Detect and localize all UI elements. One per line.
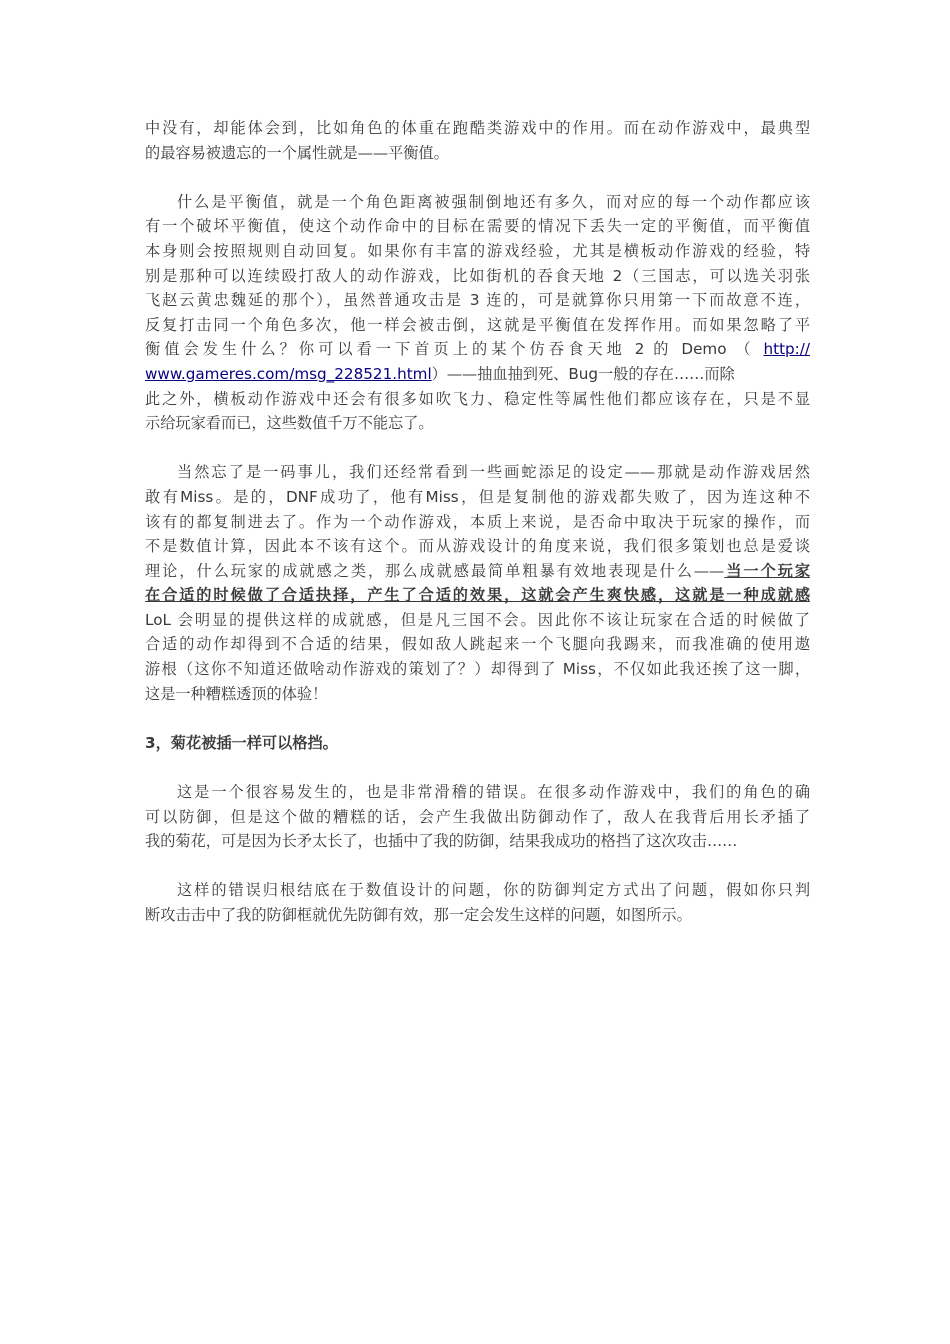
paragraph-gap	[145, 436, 810, 461]
text-line: 示给玩家看而已，这些数值千万不能忘了。	[145, 414, 434, 433]
text-run: ）——抽血抽到死、	[431, 364, 569, 383]
text-line	[145, 288, 810, 313]
text-run: 3	[469, 291, 480, 310]
text-run: DNF	[285, 487, 318, 506]
text-line	[145, 485, 810, 510]
emphasis-text: 当一个玩家	[724, 561, 810, 580]
text-run: 2	[612, 266, 623, 285]
text-line: 此之外，横板动作游戏中还会有很多如吹飞力、稳定性等属性他们都应该存在，只是不显	[145, 389, 810, 408]
text-line	[145, 337, 810, 362]
text-line: 该有的都复制进去了。作为一个动作游戏，本质上来说，是否命中取决于玩家的操作，而	[145, 512, 810, 531]
text-line	[145, 657, 810, 682]
paragraph-continuation	[145, 116, 810, 165]
text-run: 2	[634, 340, 645, 359]
text-line: 断攻击击中了我的防御框就优先防御有效，那一定会发生这样的问题，如图所示。	[145, 906, 692, 924]
text-line: 什么是平衡值，就是一个角色距离被强制倒地还有多久，而对应的每一个动作都应该	[177, 192, 810, 211]
text-run: ，不仅如此我还挨了这一脚，	[595, 660, 810, 679]
text-line: 当然忘了是一码事儿，我们还经常看到一些画蛇添足的设定——那就是动作游戏居然	[177, 463, 810, 482]
text-run: 的	[653, 340, 673, 359]
text-line: 有一个破坏平衡值，使这个动作命中的目标在需要的情况下丢失一定的平衡值，而平衡值	[145, 217, 810, 236]
section-heading	[145, 731, 810, 756]
paragraph-gap	[145, 854, 810, 879]
text-run: 一般的存在……而除	[598, 364, 735, 383]
text-run: Miss	[425, 487, 459, 506]
text-run: 理论，什么玩家的成就感之类，那么成就感最简单粗暴有效地表现是什么——	[145, 561, 725, 580]
text-run: ，但是复制他的游戏都失败了，因为连这种不	[458, 487, 810, 506]
text-line: 不是数值计算，因此本不该有这个。而从游戏设计的角度来说，我们很多策划也总是爱谈	[145, 537, 810, 556]
paragraph-gap	[145, 706, 810, 731]
text-line: 中没有，却能体会到，比如角色的体重在跑酷类游戏中的作用。而在动作游戏中，最典型	[145, 119, 810, 137]
text-run: LoL	[145, 610, 171, 629]
text-line: 的最容易被遗忘的一个属性就是——平衡值。	[145, 143, 449, 162]
text-run: 会明显的提供这样的成就感，但是凡三国不会。因此你不该让玩家在合适的时候做了	[177, 610, 810, 629]
text-line: 这是一个很容易发生的，也是非常滑稽的错误。在很多动作游戏中，我们的角色的确	[177, 783, 810, 802]
text-run: （三国志，可以选关羽张	[622, 266, 810, 285]
paragraph-gap	[145, 165, 810, 190]
demo-link-part1[interactable]: http://	[763, 340, 810, 359]
text-run: 别是那种可以连续殴打敌人的动作游戏，比如街机的吞食天地	[145, 266, 606, 285]
text-run: 连的，可是就算你只用第一下而故意不连，	[486, 291, 810, 310]
paragraph-balance-value	[145, 190, 810, 436]
text-line	[145, 362, 810, 387]
text-line: 合适的动作却得到不合适的结果，假如敌人跳起来一个飞腿向我踢来，而我准确的使用遨	[145, 635, 810, 654]
text-run: 敢有	[145, 487, 181, 506]
text-run: Bug	[568, 364, 599, 383]
text-run: 。是的，	[213, 487, 286, 506]
text-line	[145, 608, 810, 633]
demo-link-part2[interactable]: www.gameres.com/msg_228521.html	[145, 364, 432, 383]
text-run: 飞赵云黄忠魏延的那个），虽然普通攻击是	[145, 291, 464, 310]
paragraph-gap	[145, 755, 810, 780]
text-line: 本身则会按照规则自动回复。如果你有丰富的游戏经验，尤其是横板动作游戏的经验，特	[145, 241, 810, 260]
text-line: 可以防御，但是这个做的糟糕的话，会产生我做出防御动作了，敌人在我背后用长矛插了	[145, 807, 810, 826]
text-run: 衡值会发生什么？你可以看一下首页上的某个仿吞食天地	[145, 340, 626, 359]
text-line: 反复打击同一个角色多次，他一样会被击倒，这就是平衡值在发挥作用。而如果忽略了平	[145, 315, 810, 334]
paragraph-block-error	[145, 780, 810, 854]
paragraph-miss	[145, 460, 810, 706]
text-run: 游根（这你不知道还做啥动作游戏的策划了？）却得到了	[145, 660, 557, 679]
text-run: Miss	[180, 487, 214, 506]
section-title: ，菊花被插一样可以格挡。	[155, 733, 338, 752]
text-run: 成功了，他有	[317, 487, 426, 506]
text-run: Demo	[681, 340, 727, 359]
text-line: 我的菊花，可是因为长矛太长了，也插中了我的防御，结果我成功的格挡了这次攻击……	[145, 832, 738, 851]
section-number: 3	[145, 733, 156, 752]
text-line: 这样的错误归根结底在于数值设计的问题，你的防御判定方式出了问题，假如你只判	[177, 881, 810, 900]
text-line: 这是一种糟糕透顶的体验！	[145, 684, 328, 703]
text-line	[145, 264, 810, 289]
text-run: Miss	[562, 660, 596, 679]
text-line	[145, 559, 810, 584]
paragraph-root-cause	[145, 878, 810, 927]
document-body	[145, 116, 810, 928]
emphasis-text: 在合适的时候做了合适抉择，产生了合适的效果，这就会产生爽快感，这就是一种成就感	[145, 586, 810, 605]
text-run: （	[735, 340, 755, 359]
